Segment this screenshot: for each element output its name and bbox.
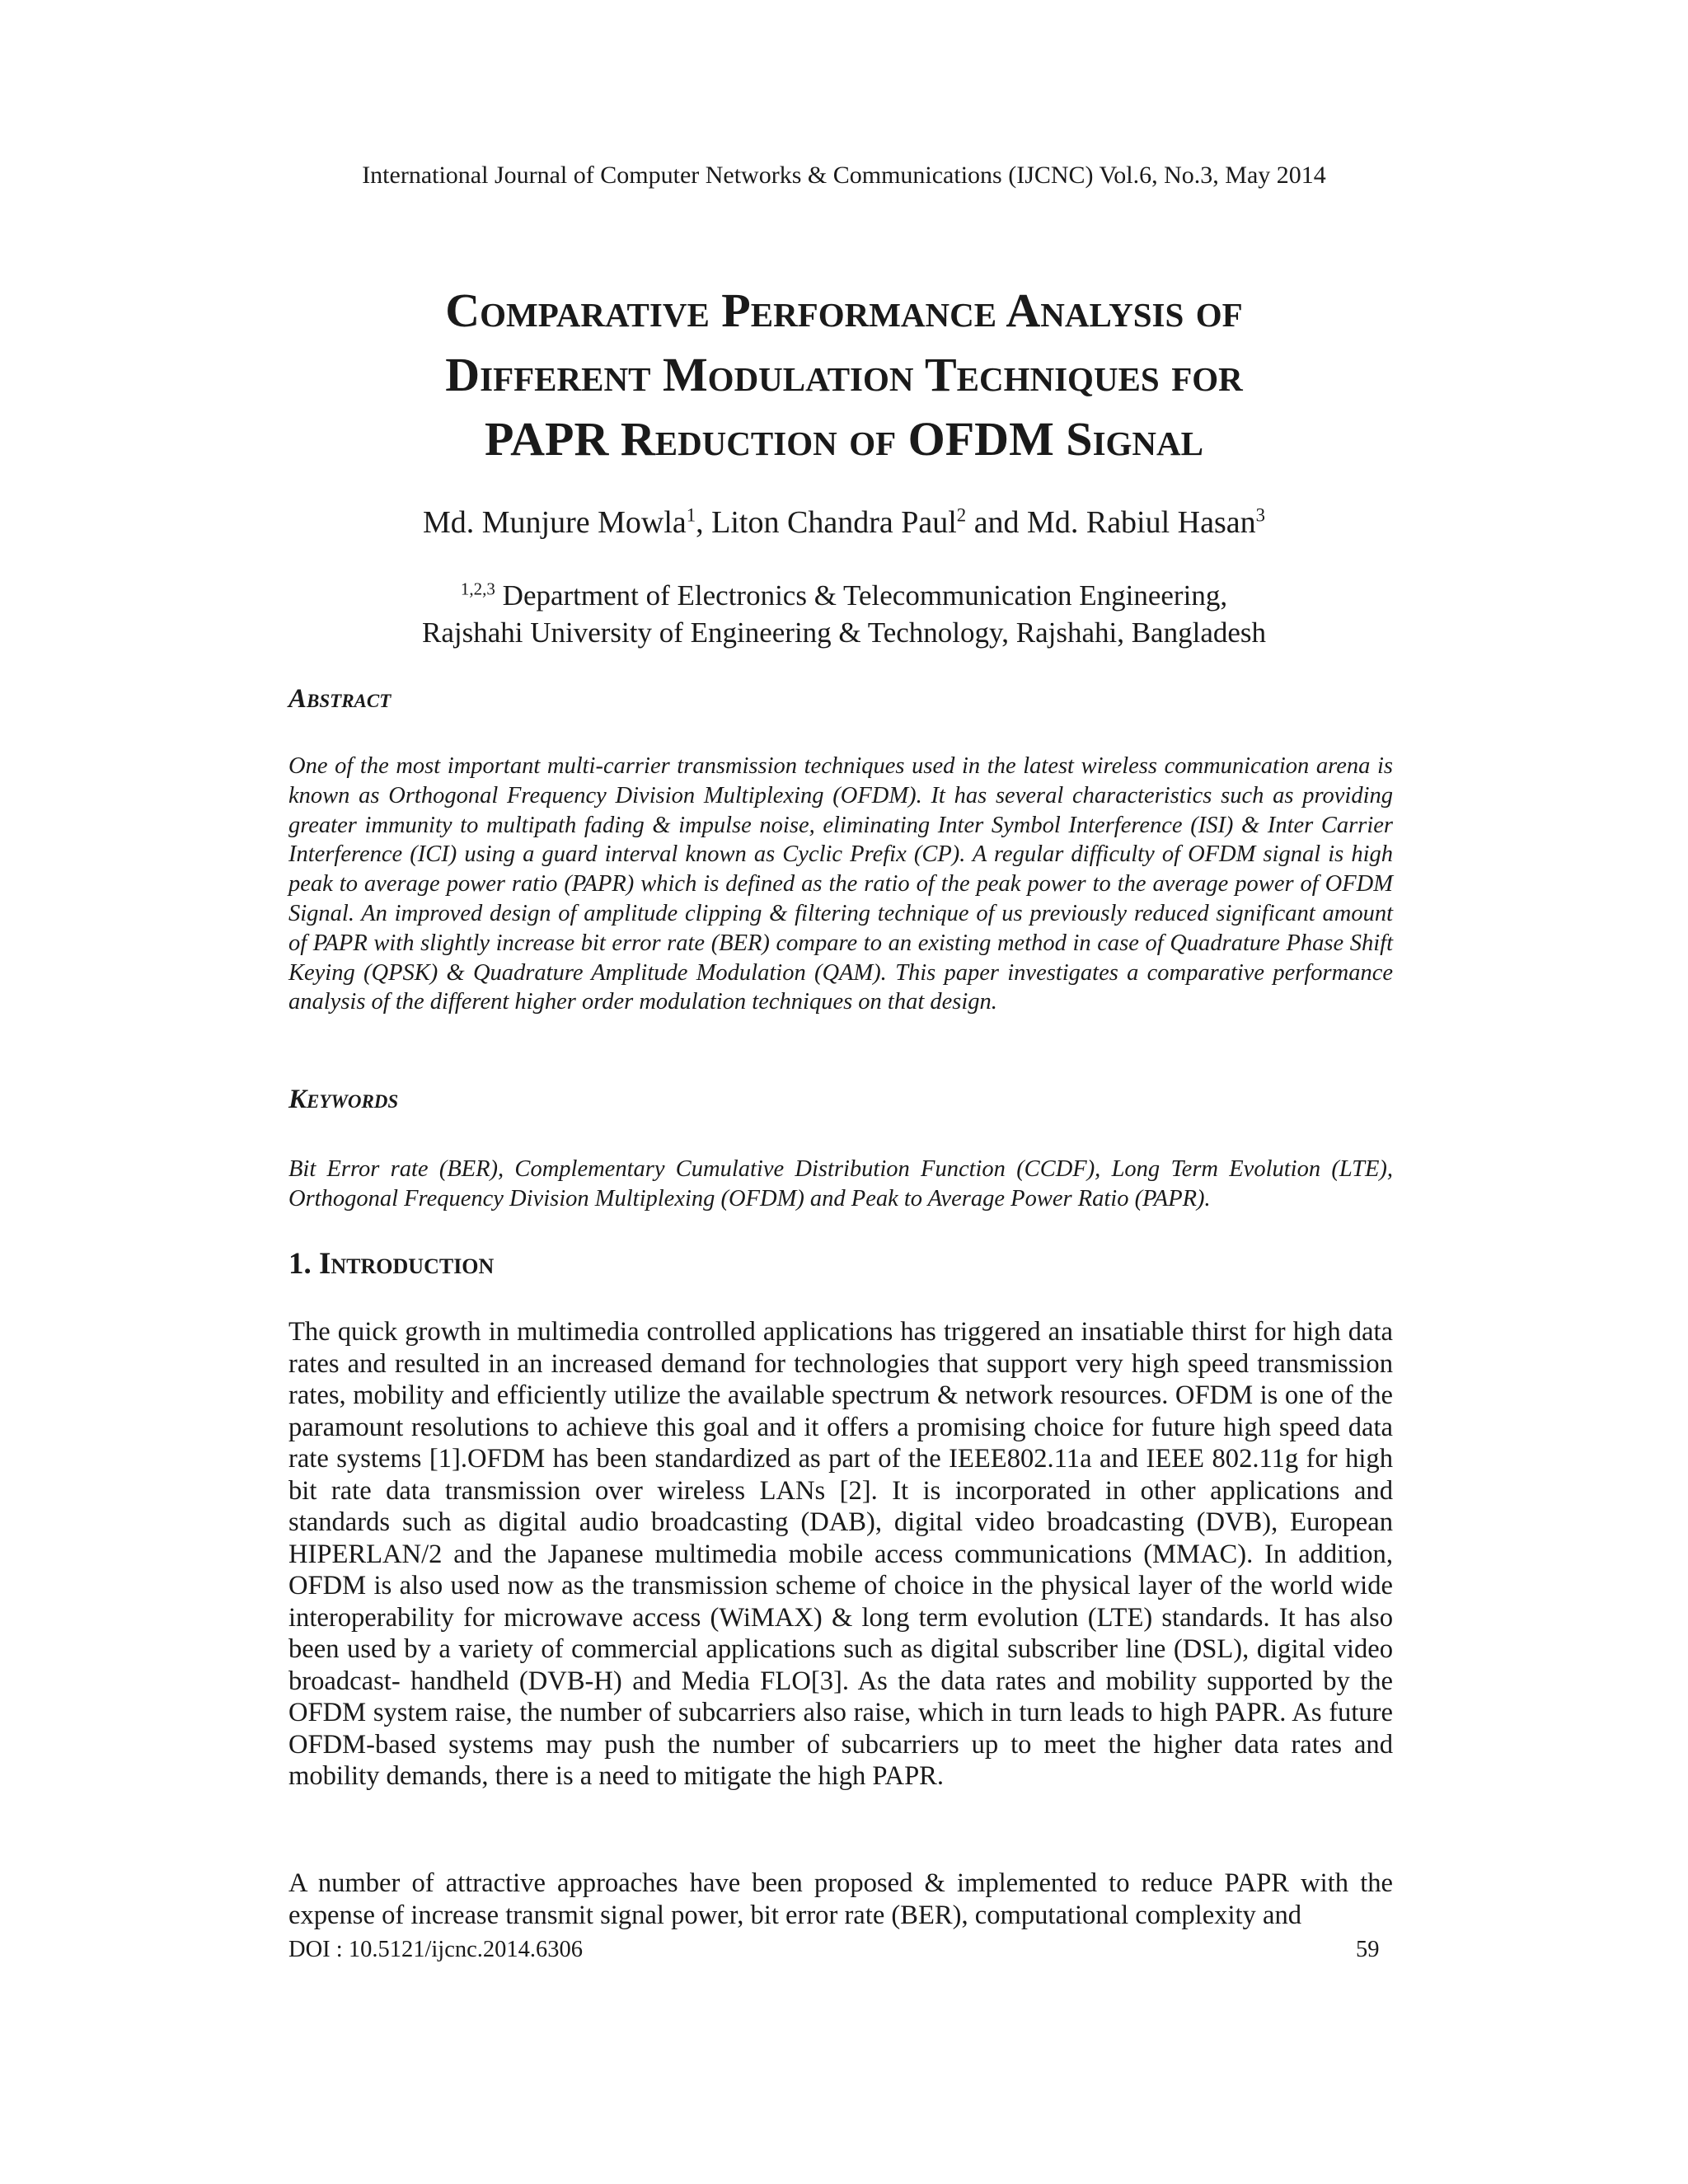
author-1-affil: 1 [686,504,696,526]
introduction-heading: 1. Introduction [288,1247,495,1281]
affiliation-university: Rajshahi University of Engineering & Technology, Rajshahi, Bangladesh [421,616,1267,649]
affiliation-sup: 1,2,3 [460,579,495,599]
paper-title [0,279,1688,471]
author-2-affil: 2 [956,504,967,526]
title-line-1: Comparative Performance Analysis of [445,284,1243,337]
title-line-3: PAPR Reduction of OFDM Signal [485,412,1203,466]
introduction-paragraph-1: The quick growth in multimedia controlled applications has triggered an insatiable thirst for high data rates and resulted in an increased demand for technologies that support very high speed transmission rates, mobility and efficiently utilize the available spectrum & network resources. OFDM is one of the paramount resolutions to achieve this goal and it offers a promising choice for future high speed data rate systems [1].OFDM has been standardized as part of the IEEE802.11a and IEEE 802.11g for high bit rate data transmission over wireless LANs [2]. It is incorporated in other applications and standards such as digital audio broadcasting (DAB), digital video broadcasting (DVB), European HIPERLAN/2 and the Japanese multimedia mobile access communications (MMAC). In addition, OFDM is also used now as the transmission scheme of choice in the physical layer of the world wide interoperability for microwave access (WiMAX) & long term evolution (LTE) standards. It has also been used by a variety of commercial applications such as digital subscriber line (DSL), digital video broadcast- handheld (DVB-H) and Media FLO[3]. As the data rates and mobility supported by the OFDM system raise, the number of subcarriers also raise, which in turn leads to high PAPR. As future OFDM-based systems may push the number of subcarriers up to meet the higher data rates and mobility demands, there is a need to mitigate the high PAPR. [288,1317,1393,1791]
abstract-heading: Abstract [288,684,392,714]
keywords-heading: Keywords [288,1085,399,1114]
author-3-affil: 3 [1255,504,1266,526]
doi-footer: DOI : 10.5121/ijcnc.2014.6306 [288,1937,584,1962]
title-line-2: Different Modulation Techniques for [445,348,1243,401]
journal-header: International Journal of Computer Networks & Communications (IJCNC) Vol.6, No.3, May 2014 [362,162,1326,189]
author-2: , Liton Chandra Paul [696,505,957,540]
affiliation-dept: Department of Electronics & Telecommunication Engineering, [495,579,1228,612]
author-1: Md. Munjure Mowla [422,505,687,540]
keywords-text: Bit Error rate (BER), Complementary Cumulative Distribution Function (CCDF), Long Term Evolution (LTE), Orthogonal Frequency Division Multiplexing (OFDM) and Peak to Average Power Ratio (PAPR). [288,1156,1393,1212]
affiliation [0,577,1688,651]
introduction-paragraph-2: A number of attractive approaches have been proposed & implemented to reduce PAPR with the expense of increase transmit signal power, bit error rate (BER), computational complexity and [288,1868,1393,1930]
abstract-text: One of the most important multi-carrier transmission techniques used in the latest wireless communication arena is known as Orthogonal Frequency Division Multiplexing (OFDM). It has several characteristics such as providing greater immunity to multipath fading & impulse noise, eliminating Inter Symbol Interference (ISI) & Inter Carrier Interference (ICI) using a guard interval known as Cyclic Prefix (CP). A regular difficulty of OFDM signal is high peak to average power ratio (PAPR) which is defined as the ratio of the peak power to the average power of OFDM Signal. An improved design of amplitude clipping & filtering technique of us previously reduced significant amount of PAPR with slightly increase bit error rate (BER) compare to an existing method in case of Quadrature Phase Shift Keying (QPSK) & Quadrature Amplitude Modulation (QAM). This paper investigates a comparative performance analysis of the different higher order modulation techniques on that design. [288,753,1393,1015]
author-list [0,504,1688,541]
author-3: and Md. Rabiul Hasan [966,505,1256,540]
page-number: 59 [1356,1937,1380,1962]
